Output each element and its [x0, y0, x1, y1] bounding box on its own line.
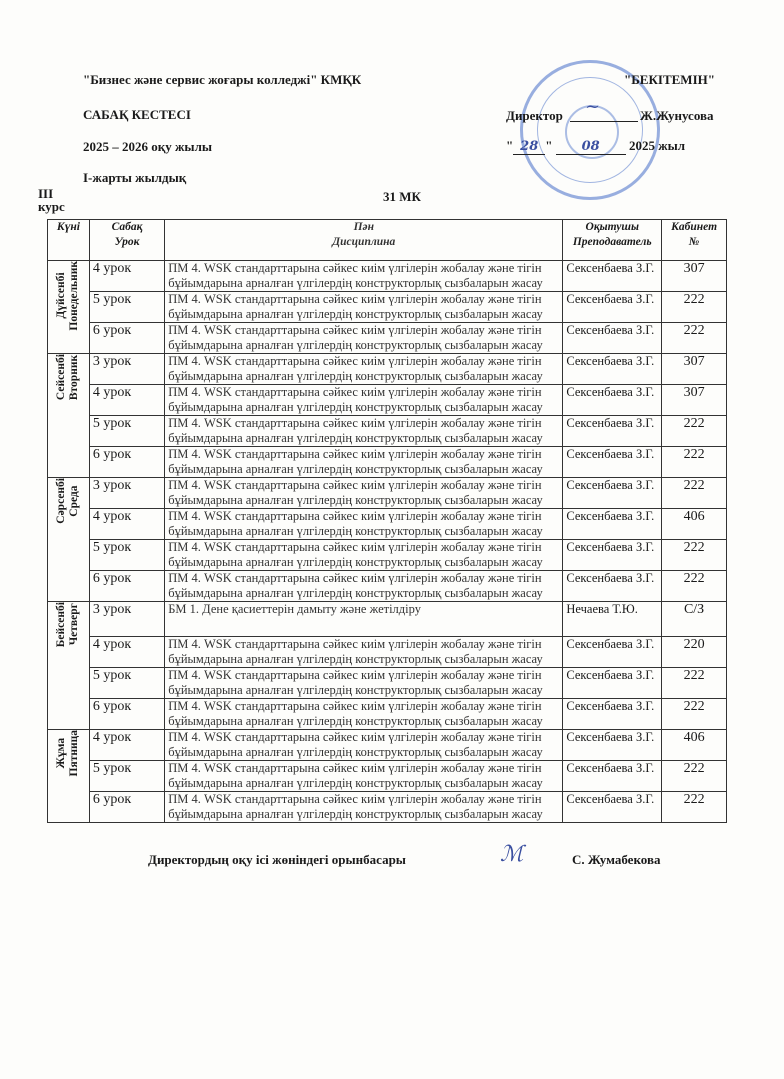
- room-cell: 220: [662, 637, 727, 668]
- teacher-cell: Сексенбаева З.Г.: [563, 792, 662, 823]
- table-row: [48, 792, 727, 823]
- day-cell: [48, 478, 90, 602]
- semester: І-жарты жылдық: [83, 170, 187, 185]
- teacher-cell: Сексенбаева З.Г.: [563, 478, 662, 509]
- room-cell: 222: [662, 323, 727, 354]
- discipline-cell: ПМ 4. WSK стандарттарына сәйкес киім үлгілерін жобалау және тігін бұйымдарына арналған үлгілердің конструкторлық сызбаларын жасау: [165, 416, 563, 447]
- room-cell: 222: [662, 447, 727, 478]
- day-name-kz: Жұма: [55, 737, 68, 769]
- lesson-cell: 6 урок: [89, 323, 164, 354]
- day-name-ru: Понедельник: [68, 261, 81, 331]
- day-name-ru: Среда: [68, 485, 81, 517]
- day-name-ru: Четверг: [68, 603, 81, 646]
- day-label: [55, 602, 81, 647]
- director-name: Ж.Жунусова: [640, 108, 714, 123]
- room-cell: 307: [662, 354, 727, 385]
- director-signature-line: [570, 121, 638, 122]
- discipline-cell: ПМ 4. WSK стандарттарына сәйкес киім үлгілерін жобалау және тігін бұйымдарына арналған үлгілердің конструкторлық сызбаларын жасау: [165, 292, 563, 323]
- teacher-cell: Сексенбаева З.Г.: [563, 292, 662, 323]
- day-label: [55, 478, 81, 524]
- room-cell: 307: [662, 261, 727, 292]
- lesson-cell: 5 урок: [89, 540, 164, 571]
- course-number: ІІІ: [38, 186, 54, 201]
- table-row: [48, 571, 727, 602]
- discipline-cell: БМ 1. Дене қасиеттерін дамыту және жетілдіру: [165, 602, 563, 637]
- lesson-cell: 4 урок: [89, 730, 164, 761]
- table-row: [48, 354, 727, 385]
- teacher-cell: Сексенбаева З.Г.: [563, 637, 662, 668]
- table-row: [48, 416, 727, 447]
- schedule-table: [47, 219, 727, 823]
- deputy-position: Директордың оқу ісі жөніндегі орынбасары: [148, 852, 406, 867]
- day-label: [55, 261, 81, 331]
- discipline-cell: ПМ 4. WSK стандарттарына сәйкес киім үлгілерін жобалау және тігін бұйымдарына арналған үлгілердің конструкторлық сызбаларын жасау: [165, 571, 563, 602]
- col-teacher: Оқытушы Преподаватель: [563, 220, 662, 261]
- deputy-name: С. Жумабекова: [572, 852, 661, 867]
- day-label: [55, 354, 81, 400]
- teacher-cell: Сексенбаева З.Г.: [563, 761, 662, 792]
- teacher-cell: Сексенбаева З.Г.: [563, 385, 662, 416]
- room-cell: 307: [662, 385, 727, 416]
- room-cell: 222: [662, 761, 727, 792]
- day-cell: [48, 602, 90, 730]
- institution-name: "Бизнес және сервис жоғары колледжі" КМҚК: [83, 72, 362, 87]
- table-row: [48, 323, 727, 354]
- discipline-cell: ПМ 4. WSK стандарттарына сәйкес киім үлгілерін жобалау және тігін бұйымдарына арналған үлгілердің конструкторлық сызбаларын жасау: [165, 354, 563, 385]
- table-row: [48, 292, 727, 323]
- day-cell: [48, 730, 90, 823]
- discipline-cell: ПМ 4. WSK стандарттарына сәйкес киім үлгілерін жобалау және тігін бұйымдарына арналған үлгілердің конструкторлық сызбаларын жасау: [165, 447, 563, 478]
- room-cell: С/З: [662, 602, 727, 637]
- col-day: Күні: [48, 220, 90, 261]
- approval-date: " 28 " 08 2025 жыл: [506, 138, 686, 154]
- lesson-cell: 5 урок: [89, 292, 164, 323]
- table-row: [48, 761, 727, 792]
- discipline-cell: ПМ 4. WSK стандарттарына сәйкес киім үлгілерін жобалау және тігін бұйымдарына арналған үлгілердің конструкторлық сызбаларын жасау: [165, 323, 563, 354]
- group-name: 31 МК: [383, 189, 421, 204]
- table-row: [48, 385, 727, 416]
- lesson-cell: 3 урок: [89, 478, 164, 509]
- academic-year: 2025 – 2026 оқу жылы: [83, 139, 213, 154]
- teacher-cell: Нечаева Т.Ю.: [563, 602, 662, 637]
- discipline-cell: ПМ 4. WSK стандарттарына сәйкес киім үлгілерін жобалау және тігін бұйымдарына арналған үлгілердің конструкторлық сызбаларын жасау: [165, 261, 563, 292]
- discipline-cell: ПМ 4. WSK стандарттарына сәйкес киім үлгілерін жобалау және тігін бұйымдарына арналған үлгілердің конструкторлық сызбаларын жасау: [165, 509, 563, 540]
- discipline-cell: ПМ 4. WSK стандарттарына сәйкес киім үлгілерін жобалау және тігін бұйымдарына арналған үлгілердің конструкторлық сызбаларын жасау: [165, 699, 563, 730]
- room-cell: 222: [662, 478, 727, 509]
- room-cell: 222: [662, 540, 727, 571]
- lesson-cell: 5 урок: [89, 761, 164, 792]
- day-name-ru: Вторник: [68, 354, 81, 400]
- schedule-body: [48, 261, 727, 823]
- lesson-cell: 4 урок: [89, 637, 164, 668]
- day-cell: [48, 261, 90, 354]
- date-month: 08: [556, 139, 626, 155]
- lesson-cell: 5 урок: [89, 668, 164, 699]
- day-name-kz: Бейсенбі: [55, 602, 68, 648]
- room-cell: 222: [662, 292, 727, 323]
- room-cell: 222: [662, 699, 727, 730]
- col-lesson: Сабақ Урок: [89, 220, 164, 261]
- day-label: [55, 730, 81, 776]
- teacher-cell: Сексенбаева З.Г.: [563, 730, 662, 761]
- discipline-cell: ПМ 4. WSK стандарттарына сәйкес киім үлгілерін жобалау және тігін бұйымдарына арналған үлгілердің конструкторлық сызбаларын жасау: [165, 668, 563, 699]
- teacher-cell: Сексенбаева З.Г.: [563, 540, 662, 571]
- course-word: курс: [38, 199, 65, 214]
- table-row: [48, 509, 727, 540]
- teacher-cell: Сексенбаева З.Г.: [563, 261, 662, 292]
- room-cell: 406: [662, 730, 727, 761]
- lesson-cell: 3 урок: [89, 354, 164, 385]
- room-cell: 222: [662, 416, 727, 447]
- table-row: [48, 602, 727, 637]
- table-row: [48, 478, 727, 509]
- table-row: [48, 668, 727, 699]
- lesson-cell: 4 урок: [89, 509, 164, 540]
- discipline-cell: ПМ 4. WSK стандарттарына сәйкес киім үлгілерін жобалау және тігін бұйымдарына арналған үлгілердің конструкторлық сызбаларын жасау: [165, 761, 563, 792]
- discipline-cell: ПМ 4. WSK стандарттарына сәйкес киім үлгілерін жобалау және тігін бұйымдарына арналған үлгілердің конструкторлық сызбаларын жасау: [165, 478, 563, 509]
- day-name-kz: Сейсенбі: [55, 354, 68, 401]
- table-row: [48, 637, 727, 668]
- room-cell: 222: [662, 571, 727, 602]
- approval-title: "БЕКІТЕМІН": [624, 72, 715, 87]
- day-name-ru: Пятница: [68, 730, 81, 777]
- table-row: [48, 699, 727, 730]
- teacher-cell: Сексенбаева З.Г.: [563, 509, 662, 540]
- teacher-cell: Сексенбаева З.Г.: [563, 323, 662, 354]
- lesson-cell: 6 урок: [89, 699, 164, 730]
- lesson-cell: 6 урок: [89, 792, 164, 823]
- course-label: [38, 187, 65, 213]
- document-title: САБАҚ КЕСТЕСІ: [83, 107, 191, 122]
- table-header-row: [48, 220, 727, 261]
- lesson-cell: 4 урок: [89, 261, 164, 292]
- lesson-cell: 4 урок: [89, 385, 164, 416]
- teacher-cell: Сексенбаева З.Г.: [563, 668, 662, 699]
- director-label: Директор: [506, 108, 563, 123]
- teacher-cell: Сексенбаева З.Г.: [563, 571, 662, 602]
- table-row: [48, 540, 727, 571]
- lesson-cell: 6 урок: [89, 571, 164, 602]
- director-signature: ~: [585, 96, 601, 117]
- room-cell: 406: [662, 509, 727, 540]
- lesson-cell: 3 урок: [89, 602, 164, 637]
- discipline-cell: ПМ 4. WSK стандарттарына сәйкес киім үлгілерін жобалау және тігін бұйымдарына арналған үлгілердің конструкторлық сызбаларын жасау: [165, 792, 563, 823]
- day-name-kz: Дүйсенбі: [55, 272, 68, 319]
- col-discipline: Пән Дисциплина: [165, 220, 563, 261]
- deputy-signature: ℳ: [500, 842, 524, 867]
- teacher-cell: Сексенбаева З.Г.: [563, 447, 662, 478]
- discipline-cell: ПМ 4. WSK стандарттарына сәйкес киім үлгілерін жобалау және тігін бұйымдарына арналған үлгілердің конструкторлық сызбаларын жасау: [165, 637, 563, 668]
- date-day: 28: [513, 139, 545, 155]
- table-row: [48, 261, 727, 292]
- discipline-cell: ПМ 4. WSK стандарттарына сәйкес киім үлгілерін жобалау және тігін бұйымдарына арналған үлгілердің конструкторлық сызбаларын жасау: [165, 730, 563, 761]
- col-room: Кабинет №: [662, 220, 727, 261]
- discipline-cell: ПМ 4. WSK стандарттарына сәйкес киім үлгілерін жобалау және тігін бұйымдарына арналған үлгілердің конструкторлық сызбаларын жасау: [165, 385, 563, 416]
- discipline-cell: ПМ 4. WSK стандарттарына сәйкес киім үлгілерін жобалау және тігін бұйымдарына арналған үлгілердің конструкторлық сызбаларын жасау: [165, 540, 563, 571]
- day-name-kz: Сәрсенбі: [55, 478, 68, 524]
- date-year: 2025 жыл: [628, 138, 686, 153]
- teacher-cell: Сексенбаева З.Г.: [563, 416, 662, 447]
- table-row: [48, 730, 727, 761]
- room-cell: 222: [662, 668, 727, 699]
- table-row: [48, 447, 727, 478]
- teacher-cell: Сексенбаева З.Г.: [563, 699, 662, 730]
- teacher-cell: Сексенбаева З.Г.: [563, 354, 662, 385]
- lesson-cell: 6 урок: [89, 447, 164, 478]
- lesson-cell: 5 урок: [89, 416, 164, 447]
- room-cell: 222: [662, 792, 727, 823]
- day-cell: [48, 354, 90, 478]
